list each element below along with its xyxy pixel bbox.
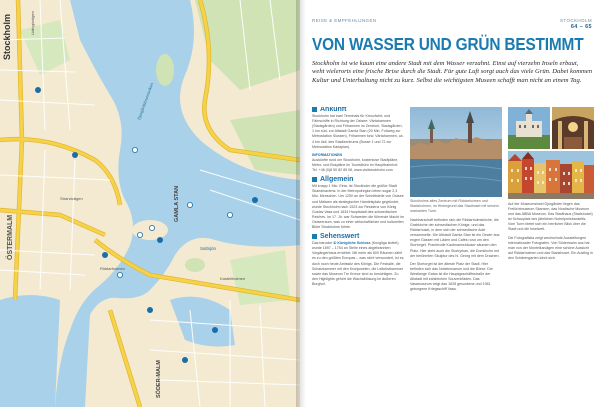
section-square-icon xyxy=(312,234,317,239)
map-label-kastellholmen: Kastellholmen xyxy=(220,276,246,281)
section-ankunft-title: Ankunft xyxy=(320,107,347,113)
col2-text: Nachbarschaft befinden sich die Riddarholmskirche, die Grabkirche der schwedischen Könige, und das Riddarhuset, in dem sich der schwedische Adel versammelte. Die Altstadt Gamla Stan ist ein Gewirr aus engen Gassen mit Läden und Cafés rund um den Stortorget. Prachtvolle Kaufmannshäuser säumen den Platz. Hier steht auch die Storkyrkan, die Domkirche mit der berühmten Skulptur des hl. Georg mit dem Drachen. xyxy=(410,218,500,258)
info-body: Auskünfte rund um Stockholm, kostenlose Stadtpläne, Metro- und Buspläne im Touristbüro im Hauptbahnhof. Tel. +46 (0)8 50 82 85 08, www.visitstockholm.com xyxy=(312,157,399,173)
column-3 xyxy=(508,202,594,402)
col2-text-b: Der Stortorget ist der älteste Platz der Stadt. Hier befinden sich das Nobelmuseum und die Börse. Die Westlange Gatan ist die Hauptgeschäftsstraße der Altstadt mit zahlreichen Souvenirläden. Das Vasamuseum zeigt das 1628 gesunkene und 1961 geborgene Kriegsschiff Vasa. xyxy=(410,261,493,292)
map-label-lidingo: Lidingövägen xyxy=(30,11,35,35)
col3-text: Auf der Museumsinsel Djurgården liegen das Freilichtmuseum Skansen, das Nordische Museum und das ABBA Museum. Das Stadthaus (Stadshuset) ist Schauplatz des jährlichen Nobelpreisbanketts. Vom Turm bietet sich ein herrlicher Blick über die Stadt und die Inselwelt. xyxy=(508,202,593,232)
photo-gamla-stan xyxy=(410,107,502,197)
article-page xyxy=(306,0,600,407)
map-label-gamla-stan: GAMLA STAN xyxy=(174,185,180,222)
headline: VON WASSER UND GRÜN BESTIMMT xyxy=(312,34,584,54)
map-label-stockholm: Stockholm xyxy=(2,13,12,60)
ankunft-body: Stockholm hat zwei Terminals für Kreuzfahrt- und Fährschiffe in Richtung der Ostsee: Värtahamnen (Stadsgården) und Frihamnen im Zentrum, Stadsgården, 1 km süd- zur Altstadt Gamla Stan (20 Min. Fußweg zur Metrostation Slussen). Frihamnen bzw. Värtahamnen, ca. 4 km östl. des Stadtzentrums (Busse 1 und 72 zur Metrostation Karlaplan). xyxy=(312,114,404,149)
map-label-saltsjon: Saltsjön xyxy=(200,246,217,251)
lead-paragraph: Stockholm ist wie kaum eine andere Stadt mit dem Wasser verzahnt. Einst auf vierzehn Inseln erbaut, weht vielerorts eine frische Brise durch die Stadt. Für gute Luft sorgt auch das viele Grün. Dabei kommen Kultur und Unterhaltung nicht zu kurz. Selbst die wichtigsten Museen schafft man nicht an einem Tag. xyxy=(312,60,593,84)
section-sehenswert-heading xyxy=(312,234,404,239)
sight-royal-palace: ① Königliche Schloss xyxy=(333,241,371,246)
photo-caption: Stockholms altes Zentrum mit Riddarholmen und Stadsholmen, im Hintergrund das Stadhuset mit seinem markanten Turm. xyxy=(410,199,499,213)
running-header xyxy=(312,18,592,30)
col3-text-b: Die Fotografiska zeigt wechselnde Ausstellungen internationaler Fotografen. Von Södermalm aus hat man von der Monteliusvägen eine schöne Aussicht auf Riddarholmen und das Stadshuset. Ein Ausflug in den Schärengarten lohnt sich. xyxy=(508,235,593,260)
map-label-riddarholmen: Riddarholmen xyxy=(100,266,125,271)
section-square-icon xyxy=(312,107,317,112)
map-label-strandvagen: Strandvägen xyxy=(60,196,83,201)
map-label-ostermalm: ÖSTERMALM xyxy=(7,214,14,260)
page-gutter xyxy=(296,0,306,407)
section-label: REISE & EMPFEHLUNGEN xyxy=(312,18,377,23)
city-label: STOCKHOLM xyxy=(559,18,592,23)
sehenswert-text: (Kungliga slottet) wurde 1697 – 1754 an Stelle eines abgebrannten Vorgängerbaus errichtet. Mit mehr als 600 Räumen zählt es zu den größten Europas – was nicht verwundert, ist es doch noch heute Amtssitz des Königs. Die Festsäle, die Schatzkammer mit den Kronjuwelen, die Leibrüstkammer sowie das Museum Tre Kronor sind zu besichtigen. Zu den Highlights gehört die Wachablösung im äußeren Burghof. xyxy=(312,241,404,286)
column-1 xyxy=(312,107,404,402)
section-allgemein-title: Allgemein xyxy=(320,176,354,184)
section-ankunft-heading xyxy=(312,107,404,112)
map-label-soder: SÖDER-MALM xyxy=(156,360,162,398)
section-sehenswert-title: Sehenswert xyxy=(320,233,360,241)
info-title: INFORMATIONEN xyxy=(312,152,343,157)
map-label-djurgarden: Djurgårdsbrunnsviken xyxy=(136,82,155,121)
photo-interior xyxy=(552,107,594,149)
column-2 xyxy=(410,218,502,402)
sehenswert-prefix: Das barocke xyxy=(312,241,333,246)
section-allgemein-heading xyxy=(312,177,404,182)
page-numbers: 64 – 65 xyxy=(570,24,592,30)
photo-stortorget xyxy=(508,151,594,199)
photo-castle xyxy=(508,107,550,149)
sehenswert-body xyxy=(312,241,404,287)
section-square-icon xyxy=(312,177,317,182)
allgemein-body: Mit knapp 1 Mio. Einw. ist Stockholm die größte Stadt Skandinaviens. In der Metropolregion leben sogar 2,3 Mio. Menschen. Um 1250 an der Schnittstelle von Ostsee und Mälaren als strategischer Handelsplatz gegründet, wurde Stockholm nach 1523 zur Residenz von König Gustav Vasa und 1634 Hauptstadt des schwedischen Reiches. Im 17. Jh. war Schweden die führende Macht im Ostseeraum, was zu einer wirtschaftlichen und kulturellen Blüte Stockholms führte. xyxy=(312,184,404,229)
